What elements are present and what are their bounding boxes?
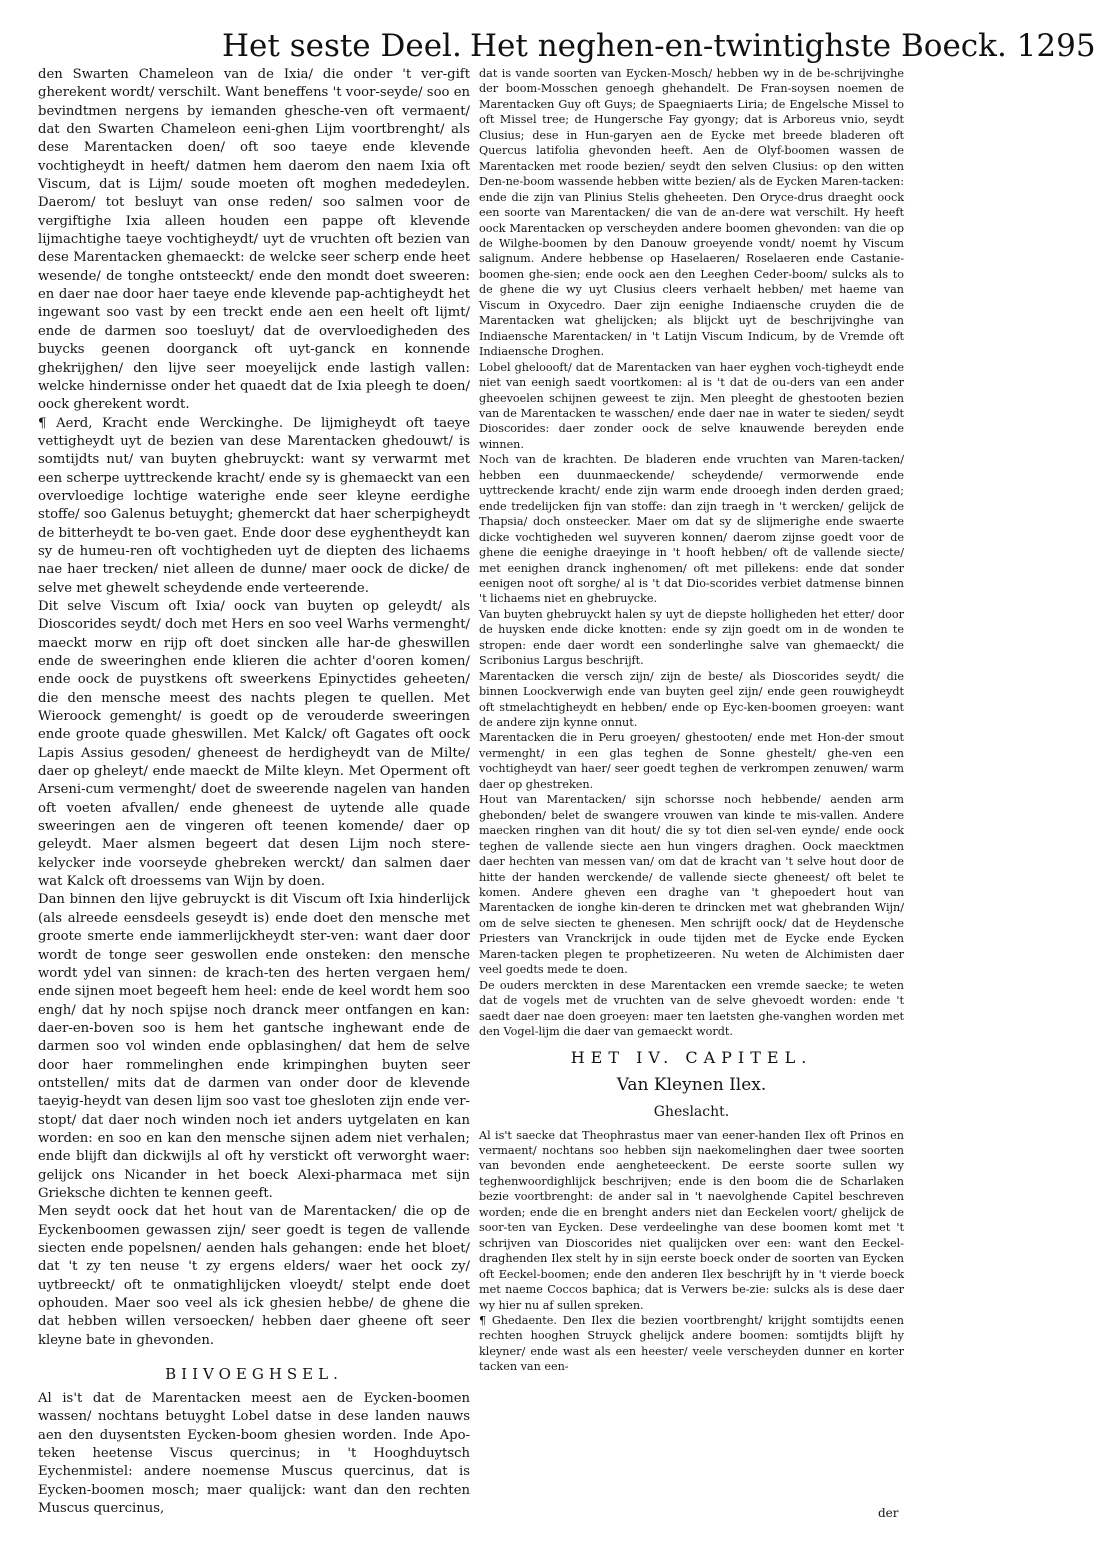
bijvoeghsel-paragraph: Al is't dat de Marentacken meest aen de Eycken-boomen wassen/ nochtans betuyght Lobel datse in dese landen nauws aen den duysentsten Eycken-boom ghesien worden. Inde Apo-teken heetense Viscus quercinus; in 't Hooghduytsch Eychenmistel: andere noemense Muscus quercinus, dat is Eycken-boomen mosch; maer qualijck: want dan den rechten Muscus quercinus, <box>38 1391 470 1517</box>
left-paragraph: ¶ Aerd, Kracht ende Werckinghe. De lijmigheydt oft taeye vettigheydt uyt de bezien van dese Marentacken ghedouwt/ is somtijdts nut/ van buyten ghebruyckt: want sy verwarmt met een scherpe uyttreckende kracht/ ende sy is ghemaeckt van een overvloedige lochtige waterighe ende seer kleyne eerdighe stoffe/ soo Galenus betuyght; ghemerckt dat haer scherpigheydt de bitterheydt te bo-ven gaet. Ende door dese eyghentheydt kan sy de humeu-ren oft vochtigheden uyt de diepten des lichaems nae haer trecken/ niet alleen de dunne/ maer oock de dicke/ de selve met ghewelt scheydende ende verteerende. <box>38 415 470 596</box>
right-paragraph: dat is vande soorten van Eycken-Mosch/ hebben wy in de be-schrijvinghe der boom-Mosschen genoegh ghehandelt. De Fran-soysen noemen de Marentacken Guy oft Guys; de Spaegniaerts Liria; de Engelsche Missel to oft Missel tree; de Hungersche Fay gyongy; dat is Arboreus vnio, seydt Clusius; dese in Hun-garyen aen de Eycke met breede bladeren oft Quercus latifolia ghevonden heeft. Aen de Olyf-boomen wassen de Marentacken met roode bezien/ seydt den selven Clusius: op den witten Den-ne-boom wassende hebben witte bezien/ als de Eycken Maren-tacken: ende die zijn van Plinius Stelis gheheeten. Den Oryce-drus draeght oock een soorte van Marentacken/ die van de an-dere wat verschilt. Hy heeft oock Marentacken op verscheyden andere boomen ghevonden: van die op de Wilghe-boomen by den Danouw groeyende vondt/ noemt hy Viscum salignum. Andere hebbense op Haselaeren/ Roselaeren ende Castanie-boomen ghe-sien; ende oock aen den Leeghen Ceder-boom/ sulcks als to de ghene die wy uyt Clusius cleers verhaelt hebben/ met haeme van Viscum in Oxycedro. Daer zijn eenighe Indiaensche cruyden die de Marentacken wat ghelijcken; als blijckt uyt de beschrijvinghe van Indiaensche Marentacken/ in 't Latijn Viscum Indicum, by de Vremde oft Indiaensche Droghen. <box>479 67 904 359</box>
catchword: der <box>878 1506 899 1520</box>
ghedaente-paragraph: ¶ Ghedaente. Den Ilex die bezien voortbrenght/ krijght somtijdts eenen rechten hooghen Struyck ghelijck andere boomen: somtijdts blijft hy kleyner/ ende wast als een heester/ veele verscheyden dunner en korter tacken van een- <box>479 1313 904 1374</box>
gheslacht-paragraph: Al is't saecke dat Theophrastus maer van eener-handen Ilex oft Prinos en vermaent/ nochtans soo hebben sijn naekomelinghen daer twee soorten van bevonden ende aengheteeckent. De eerste soorte sullen wy teghenwoordighlijck beschrijven; ende is den boom die de Scharlaken bezie voortbrenght: de ander sal in 't naevolghende Capitel beschreven worden; ende die en brenght anders niet dan Eeckelen voort/ ghelijck de soor-ten van Eycken. Dese verdeelinghe van dese boomen komt met 't schrijven van Dioscorides niet qualijcken over een: want den Eeckel-draghenden Ilex stelt hy in sijn eerste boeck onder de soorten van Eycken oft Eeckel-boomen; ende den anderen Ilex beschrijft hy in 't vierde boeck met naeme Coccos baphica; dat is Verwers be-zie: sulcks als is dese daer wy hier nu af sullen spreken. <box>479 1128 904 1312</box>
right-paragraph: Noch van de krachten. De bladeren ende vruchten van Maren-tacken/ hebben een duunmaeckende/ scheydende/ vermorwende ende uyttreckende kracht/ ende zijn warm ende drooegh inden derden graed; ende tredelijcken fijn van stoffe: dan zijn traegh in 't wercken/ gelijck de Thapsia/ doch onsteecker. Maer om dat sy de slijmerighe ende swaerte dicke vochtigheden wel suyveren konnen/ daerom zijnse goedt voor de ghene die eenighe draeyinge in 't hooft hebben/ oft de vallende siecte/ met eenighen dranck inghenomen/ oft met pillekens: ende dat sonder eenigen noot oft sorghe/ al is 't dat Dio-scorides verbiet datmense binnen 't lichaems niet en ghebruycke. <box>479 453 904 606</box>
right-paragraph: Van buyten ghebruyckt halen sy uyt de diepste holligheden het etter/ door de huysken ende dicke knotten: ende sy zijn goedt om in de wonden te stropen: ende daer wordt een sonderlinghe salve van ghemaeckt/ die Scribonius Largus beschrijft. <box>479 607 904 668</box>
left-paragraph: Dan binnen den lijve gebruyckt is dit Viscum oft Ixia hinderlijck (als alreede eensdeels geseydt is) ende doet den mensche met groote smerte ende iammerlijckheydt ster-ven: want daer door wordt de tonge seer geswollen ende onsteken: den mensche wordt ydel van sinnen: de krach-ten des herten vergaen hem/ ende sijnen moet begeeft hem heel: ende de keel wordt hem soo engh/ dat hy noch spijse noch dranck meer ontfangen en kan: daer-en-boven soo is hem het gantsche inghewant ende de darmen soo vol winden ende opblasinghen/ dat hem de selve door haer rommelinghen ende krimpinghen buyten seer ontstellen/ mits dat de darmen van onder door de klevende taeyig-heydt van desen lijm soo vast toe ghesloten zijn ende ver-stopt/ dat daer noch winden noch iet anders uytgelaten en kan worden: en soo en kan den mensche sijnen adem niet verhalen; ende blijft dan dickwijls al oft hy verstickt oft verworght waer: gelijck ons Nicander in het boeck Alexi-pharmaca met sijn Grieksche dichten te kennen geeft. <box>38 892 470 1201</box>
chapter-heading: HET IV. CAPITEL. <box>570 1047 813 1067</box>
left-column <box>38 66 470 1517</box>
running-head-left: Het seste Deel. <box>222 28 462 64</box>
chapter-subtitle: Van Kleynen Ilex. <box>616 1074 767 1095</box>
right-paragraph: De ouders merckten in dese Marentacken een vremde saecke; te weten dat de vogels met de vruchten van de selve ghevoedt worden: ende 't saedt daer nae doen groeyen: maer ten laetsten ghe-vanghen worden met den Vogel-lijm die daer van gemaeckt wordt. <box>479 978 904 1039</box>
right-column <box>479 66 904 1496</box>
section-label: Gheslacht. <box>653 1103 730 1120</box>
left-paragraph: Men seydt oock dat het hout van de Marentacken/ die op de Eyckenboomen gewassen zijn/ seer goedt is tegen de vallende siecten ende popelsnen/ aenden hals gehangen: ende het bloet/ dat 't zy ten neuse 't zy ergens elders/ waer het oock zy/ uytbreeckt/ oft te onmatighlijcken vloeydt/ stelpt ende doet ophouden. Maer soo veel als ick ghesien hebbe/ de ghene die dat hebben willen versoecken/ hebben daer gheene oft seer kleyne bate in ghevonden. <box>38 1204 470 1348</box>
right-paragraph: Marentacken die versch zijn/ zijn de beste/ als Dioscorides seydt/ die binnen Loockverwigh ende van buyten geel zijn/ ende geen rouwigheydt oft stmelachtigheydt en hebben/ ende op Eyc-ken-boomen groeyen: want de andere zijn kynne onnut. <box>479 669 904 730</box>
right-paragraph: Lobel gheloooft/ dat de Marentacken van haer eyghen voch-tigheydt ende niet van eenigh saedt voortkomen: al is 't dat de ou-ders van een ander gheevoelen schijnen geweest te zijn. Men pleeght de ghestooten bezien van de Marentacken te wasschen/ ende daer nae in water te sieden/ seydt Dioscorides: daer zonder oock de selve knauwende bereyden ende winnen. <box>479 360 904 451</box>
bijvoeghsel-heading: BIIVOEGHSEL. <box>165 1365 343 1384</box>
left-paragraph: den Swarten Chameleon van de Ixia/ die onder 't ver-gift gherekent wordt/ verschilt. Want beneffens 't voor-seyde/ soo en bevindtmen nergens by iemanden ghesche-ven oft vermaent/ dat den Swarten Chameleon eeni-ghen Lijm voortbrenght/ als dese Marentacken doen/ oft soo taeye ende klevende vochtigheydt in heeft/ datmen hem daerom den naem Ixia oft Viscum, dat is Lijm/ soude moeten oft moghen mededeylen. Daerom/ tot besluyt van onse reden/ soo salmen voor de vergiftighe Ixia alleen houden een pappe oft klevende lijmachtighe taeye vochtigheydt/ uyt de vruchten oft bezien van dese Marentacken ghemaeckt: de welcke seer scherp ende heet wesende/ de tonghe ontsteeckt/ ende den mondt doet sweeren: en daer nae door haer taeye ende klevende pap-achtigheydt het ingewant soo vast by een treckt ende aen een heelt oft lijmt/ ende de darmen soo toesluyt/ dat de overvloedigheden des buycks geenen doorganck oft uyt-ganck en konnende ghekrijghen/ den lijve seer moeyelijck ende lastigh vallen: welcke hindernisse onder het quaedt dat de Ixia pleegh te doen/ oock gherekent wordt. <box>38 67 470 413</box>
right-paragraph: Marentacken die in Peru groeyen/ ghestooten/ ende met Hon-der smout vermenght/ in een glas teghen de Sonne ghestelt/ ghe-ven een vochtigheydt van haer/ seer goedt teghen de verkrompen zenuwen/ warm daer op ghestreken. <box>479 731 904 791</box>
right-paragraph: Hout van Marentacken/ sijn schorsse noch hebbende/ aenden arm ghebonden/ belet de swangere vrouwen van kinde te mis-vallen. Andere maecken ringhen van dit hout/ die sy tot dien sel-ven eynde/ ende oock teghen de vallende siecte aen hun vingers draghen. Oock maecktmen daer hechten van messen van/ om dat de kracht van 't selve hout door de hitte der handen werckende/ de vallende siecte gheneest/ oft belet te komen. Andere gheven een draghe van 't ghepoedert hout van Marentacken de ionghe kin-deren te drincken met wat ghebranden Wijn/ om de selve siecten te ghenesen. Men schrijft oock/ dat de Heydensche Priesters van Vranckrijck in oude tijden met de Eycke ende Eycken Maren-tacken plegen te prophetizeeren. Nu weten de Alchimisten daer veel goedts mede te doen. <box>479 793 904 977</box>
left-paragraph: Dit selve Viscum oft Ixia/ oock van buyten op geleydt/ als Dioscorides seydt/ doch met Hers en soo veel Warhs vermenght/ maeckt morw en rijp oft doet sincken alle har-de gheswillen ende de sweeringhen ende klieren die achter d'ooren komen/ ende oock de puystkens oft sweerkens Epinyctides geheeten/ die den mensche meest des nachts plegen te quellen. Met Wieroock gemenght/ is goedt op de verouderde sweeringen ende groote quade gheswillen. Met Kalck/ oft Gagates oft oock Lapis Assius gesoden/ gheneest de herdigheydt van de Milte/ daer op gheleyt/ ende maeckt de Milte kleyn. Met Operment oft Arseni-cum vermenght/ doet de sweerende nagelen van handen oft voeten afvallen/ ende gheneest de uytende alle quade sweeringen aen de vingeren oft teenen komende/ daer op geleydt. Maer alsmen begeert dat desen Lijm noch stere-kelycker inde voorseyde ghebreken werckt/ dan salmen daer wat Kalck oft droessems van Wijn by doen. <box>38 598 470 890</box>
running-head-right: Het neghen-en-twintighste Boeck. 1295 <box>470 28 1096 64</box>
